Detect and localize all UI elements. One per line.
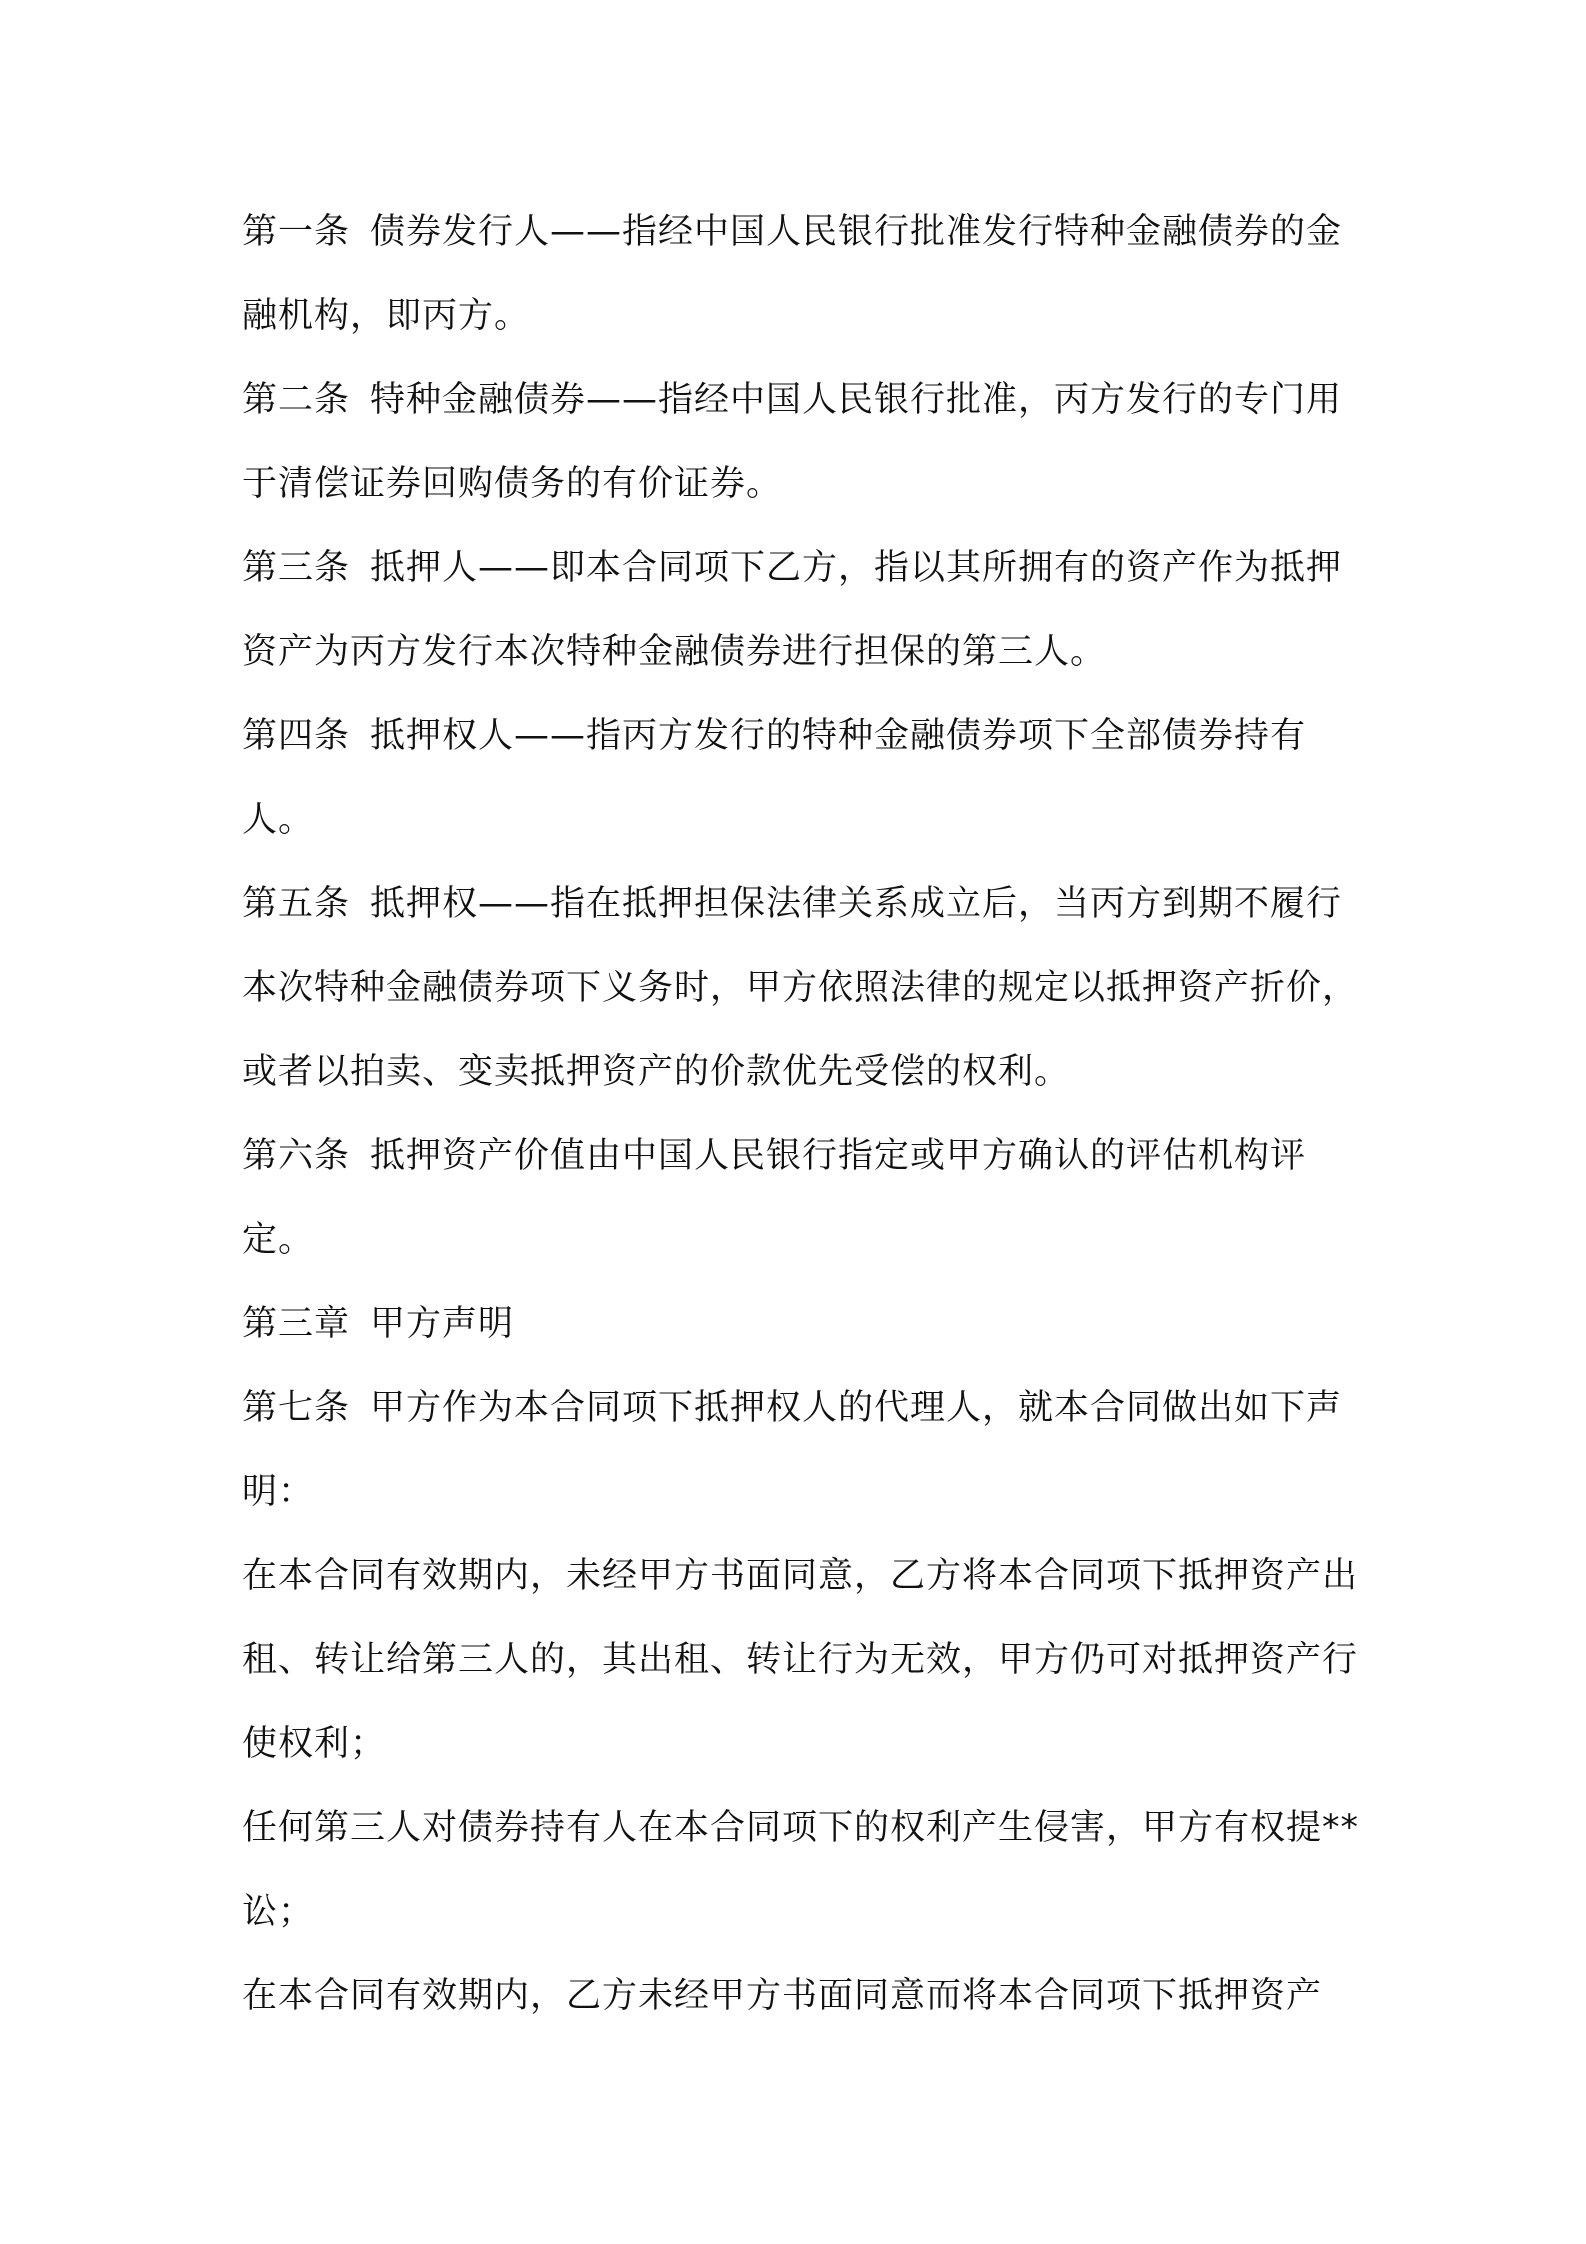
article-text: 抵押权人——指丙方发行的特种金融债券项下全部债券持有人。 xyxy=(242,716,1307,840)
article-number: 第二条 xyxy=(242,380,351,420)
article-text: 抵押权——指在抵押担保法律关系成立后，当丙方到期不履行本次特种金融债券项下义务时，甲方依照法律的规定以抵押资产折价，或者以拍卖、变卖抵押资产的价款优先受偿的权利。 xyxy=(242,884,1359,1092)
article-text: 抵押人——即本合同项下乙方，指以其所拥有的资产作为抵押资产为丙方发行本次特种金融债券进行担保的第三人。 xyxy=(242,548,1343,672)
chapter-number: 第三章 xyxy=(242,1304,351,1344)
declaration-clause-1 xyxy=(242,1534,1362,1786)
article-6 xyxy=(242,1114,1362,1282)
clause-text: 任何第三人对债券持有人在本合同项下的权利产生侵害，甲方有权提**讼； xyxy=(242,1808,1360,1932)
article-number: 第六条 xyxy=(242,1136,351,1176)
chapter-3-heading xyxy=(242,1282,1362,1366)
article-text: 甲方作为本合同项下抵押权人的代理人，就本合同做出如下声明： xyxy=(242,1388,1343,1512)
article-text: 债券发行人——指经中国人民银行批准发行特种金融债券的金融机构，即丙方。 xyxy=(242,212,1343,336)
article-number: 第五条 xyxy=(242,884,351,924)
declaration-clause-3 xyxy=(242,1954,1362,2038)
article-number: 第四条 xyxy=(242,716,351,756)
article-text: 特种金融债券——指经中国人民银行批准，丙方发行的专门用于清偿证券回购债务的有价证券。 xyxy=(242,380,1343,504)
article-1 xyxy=(242,190,1362,358)
declaration-clause-2 xyxy=(242,1786,1362,1954)
article-number: 第七条 xyxy=(242,1388,351,1428)
article-5 xyxy=(242,862,1362,1114)
article-number: 第一条 xyxy=(242,212,351,252)
clause-text: 在本合同有效期内，乙方未经甲方书面同意而将本合同项下抵押资产 xyxy=(242,1976,1323,2016)
article-text: 抵押资产价值由中国人民银行指定或甲方确认的评估机构评定。 xyxy=(242,1136,1307,1260)
article-7 xyxy=(242,1366,1362,1534)
article-3 xyxy=(242,526,1362,694)
article-2 xyxy=(242,358,1362,526)
chapter-title: 甲方声明 xyxy=(370,1304,515,1344)
document-body xyxy=(242,190,1362,2038)
article-number: 第三条 xyxy=(242,548,351,588)
clause-text: 在本合同有效期内，未经甲方书面同意，乙方将本合同项下抵押资产出租、转让给第三人的，其出租、转让行为无效，甲方仍可对抵押资产行使权利； xyxy=(242,1556,1359,1764)
article-4 xyxy=(242,694,1362,862)
